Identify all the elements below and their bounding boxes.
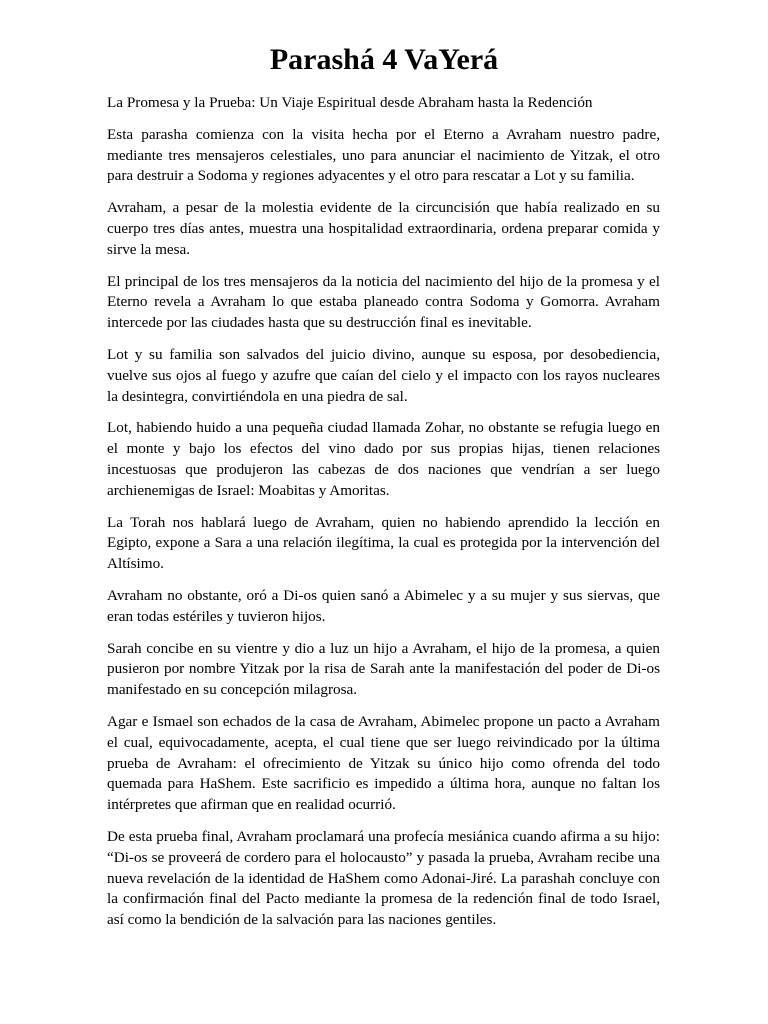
paragraph: Sarah concibe en su vientre y dio a luz un hijo a Avraham, el hijo de la promesa, a quien pusieron por nombre Yitzak por la risa de Sarah ante la manifestación del poder de Di-os manifestado en su concepción milagrosa. <box>107 639 660 699</box>
paragraph: Agar e Ismael son echados de la casa de Avraham, Abimelec propone un pacto a Avraham el cual, equivocadamente, acepta, el cual tiene que ser luego reivindicado por la última prueba de Avraham: el ofrecimiento de Yitzak su único hijo como ofrenda del todo quemada para HaShem. Este sacrificio es impedido a última hora, aunque no faltan los intérpretes que afirman que en realidad ocurrió. <box>107 712 660 814</box>
paragraph: De esta prueba final, Avraham proclamará una profecía mesiánica cuando afirma a su hijo: “Di-os se proveerá de cordero para el holocausto” y pasada la prueba, Avraham recibe una nueva revelación de la identidad de HaShem como Adonai-Jiré. La parashah concluye con la confirmación final del Pacto mediante la promesa de la redención final de todo Israel, así como la bendición de la salvación para las naciones gentiles. <box>107 827 660 929</box>
paragraph: Lot y su familia son salvados del juicio divino, aunque su esposa, por desobediencia, vuelve sus ojos al fuego y azufre que caían del cielo y el impacto con los rayos nucleares la desintegra, convirtiéndola en una piedra de sal. <box>107 345 660 405</box>
paragraph: Avraham no obstante, oró a Di-os quien sanó a Abimelec y a su mujer y sus siervas, que eran todas estériles y tuvieron hijos. <box>107 586 660 625</box>
document-body <box>107 93 660 942</box>
paragraph: Esta parasha comienza con la visita hecha por el Eterno a Avraham nuestro padre, mediante tres mensajeros celestiales, uno para anunciar el nacimiento de Yitzak, el otro para destruir a Sodoma y regiones adyacentes y el otro para rescatar a Lot y su familia. <box>107 125 660 185</box>
paragraph: Avraham, a pesar de la molestia evidente de la circuncisión que había realizado en su cuerpo tres días antes, muestra una hospitalidad extraordinaria, ordena preparar comida y sirve la mesa. <box>107 199 660 258</box>
page-title: Parashá 4 VaYerá <box>269 43 499 76</box>
paragraph: La Torah nos hablará luego de Avraham, quien no habiendo aprendido la lección en Egipto, expone a Sara a una relación ilegítima, la cual es protegida por la intervención del Altísimo. <box>107 513 660 573</box>
paragraph: El principal de los tres mensajeros da la noticia del nacimiento del hijo de la promesa y el Eterno revela a Avraham lo que estaba planeado contra Sodoma y Gomorra. Avraham intercede por las ciudades hasta que su destrucción final es inevitable. <box>107 272 660 332</box>
paragraph: Lot, habiendo huido a una pequeña ciudad llamada Zohar, no obstante se refugia luego en el monte y bajo los efectos del vino dado por sus propias hijas, tienen relaciones incestuosas que produjeron las cabezas de dos naciones que vendrían a ser luego archienemigas de Israel: Moabitas y Amoritas. <box>107 419 660 499</box>
document-subtitle: La Promesa y la Prueba: Un Viaje Espiritual desde Abraham hasta la Redención <box>107 94 593 111</box>
